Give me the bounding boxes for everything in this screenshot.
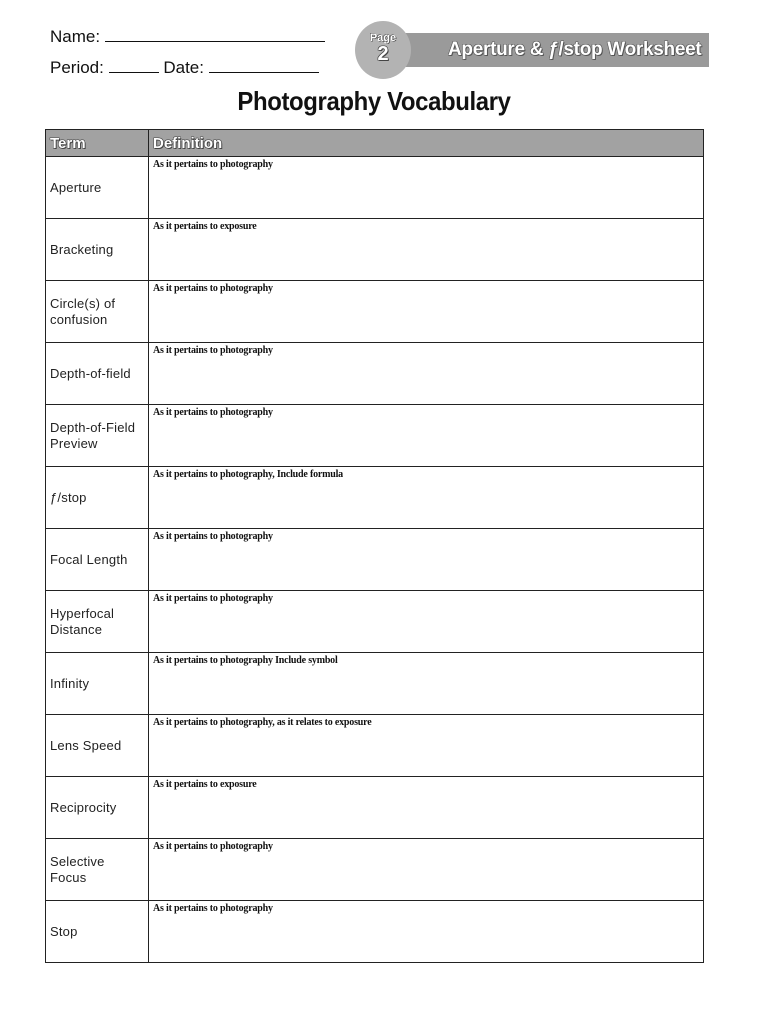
page-badge: [355, 21, 411, 79]
term-cell: Selective Focus: [46, 839, 149, 901]
term-cell: Hyperfocal Distance: [46, 591, 149, 653]
term-cell: Reciprocity: [46, 777, 149, 839]
term-cell: Depth-of-Field Preview: [46, 405, 149, 467]
term-cell: Circle(s) of confusion: [46, 281, 149, 343]
table-row: [46, 715, 704, 777]
definition-cell[interactable]: [149, 219, 704, 281]
definition-hint: As it pertains to photography: [153, 593, 273, 604]
table-row: [46, 901, 704, 963]
term-cell: Stop: [46, 901, 149, 963]
definition-cell[interactable]: [149, 343, 704, 405]
term-cell: Focal Length: [46, 529, 149, 591]
definition-hint: As it pertains to photography: [153, 841, 273, 852]
table-row: [46, 591, 704, 653]
definition-cell[interactable]: [149, 281, 704, 343]
page-badge-label: Page: [369, 32, 397, 44]
page-title: Photography Vocabulary: [237, 86, 511, 116]
definition-cell[interactable]: [149, 901, 704, 963]
term-cell: Depth-of-field: [46, 343, 149, 405]
term-cell: Aperture: [46, 157, 149, 219]
table-row: [46, 343, 704, 405]
definition-hint: As it pertains to photography, as it relates to exposure: [153, 717, 372, 728]
definition-cell[interactable]: [149, 405, 704, 467]
date-blank[interactable]: [209, 58, 319, 73]
table-body: [46, 157, 704, 963]
table-row: [46, 839, 704, 901]
definition-hint: As it pertains to photography: [153, 407, 273, 418]
table-row: [46, 281, 704, 343]
definition-cell[interactable]: [149, 777, 704, 839]
term-cell: Infinity: [46, 653, 149, 715]
table-row: [46, 405, 704, 467]
period-date-row: [50, 58, 319, 78]
vocabulary-table: [45, 129, 704, 963]
table-header-row: [46, 130, 704, 157]
name-label: Name:: [50, 27, 101, 46]
definition-cell[interactable]: [149, 653, 704, 715]
definition-hint: As it pertains to photography Include symbol: [153, 655, 338, 666]
table-row: [46, 157, 704, 219]
definition-hint: As it pertains to photography: [153, 283, 273, 294]
definition-cell[interactable]: [149, 157, 704, 219]
table-row: [46, 529, 704, 591]
definition-cell[interactable]: [149, 591, 704, 653]
term-cell: Bracketing: [46, 219, 149, 281]
column-header-term: Term: [46, 130, 149, 157]
definition-cell[interactable]: [149, 529, 704, 591]
definition-hint: As it pertains to exposure: [153, 779, 257, 790]
definition-hint: As it pertains to exposure: [153, 221, 257, 232]
definition-hint: As it pertains to photography, Include formula: [153, 469, 343, 480]
table-row: [46, 219, 704, 281]
definition-hint: As it pertains to photography: [153, 903, 273, 914]
name-field[interactable]: [50, 27, 325, 47]
period-blank[interactable]: [109, 58, 159, 73]
worksheet-title: Aperture & ƒ/stop Worksheet: [448, 39, 702, 60]
date-label: Date:: [163, 58, 204, 77]
term-cell: Lens Speed: [46, 715, 149, 777]
definition-hint: As it pertains to photography: [153, 531, 273, 542]
page-number: 2: [377, 43, 389, 65]
definition-cell[interactable]: [149, 839, 704, 901]
definition-hint: As it pertains to photography: [153, 345, 273, 356]
term-cell: ƒ/stop: [46, 467, 149, 529]
period-label: Period:: [50, 58, 104, 77]
table-row: [46, 467, 704, 529]
definition-hint: As it pertains to photography: [153, 159, 273, 170]
definition-cell[interactable]: [149, 715, 704, 777]
table-row: [46, 777, 704, 839]
definition-cell[interactable]: [149, 467, 704, 529]
name-blank[interactable]: [105, 27, 325, 42]
table-row: [46, 653, 704, 715]
column-header-definition: Definition: [149, 130, 704, 157]
